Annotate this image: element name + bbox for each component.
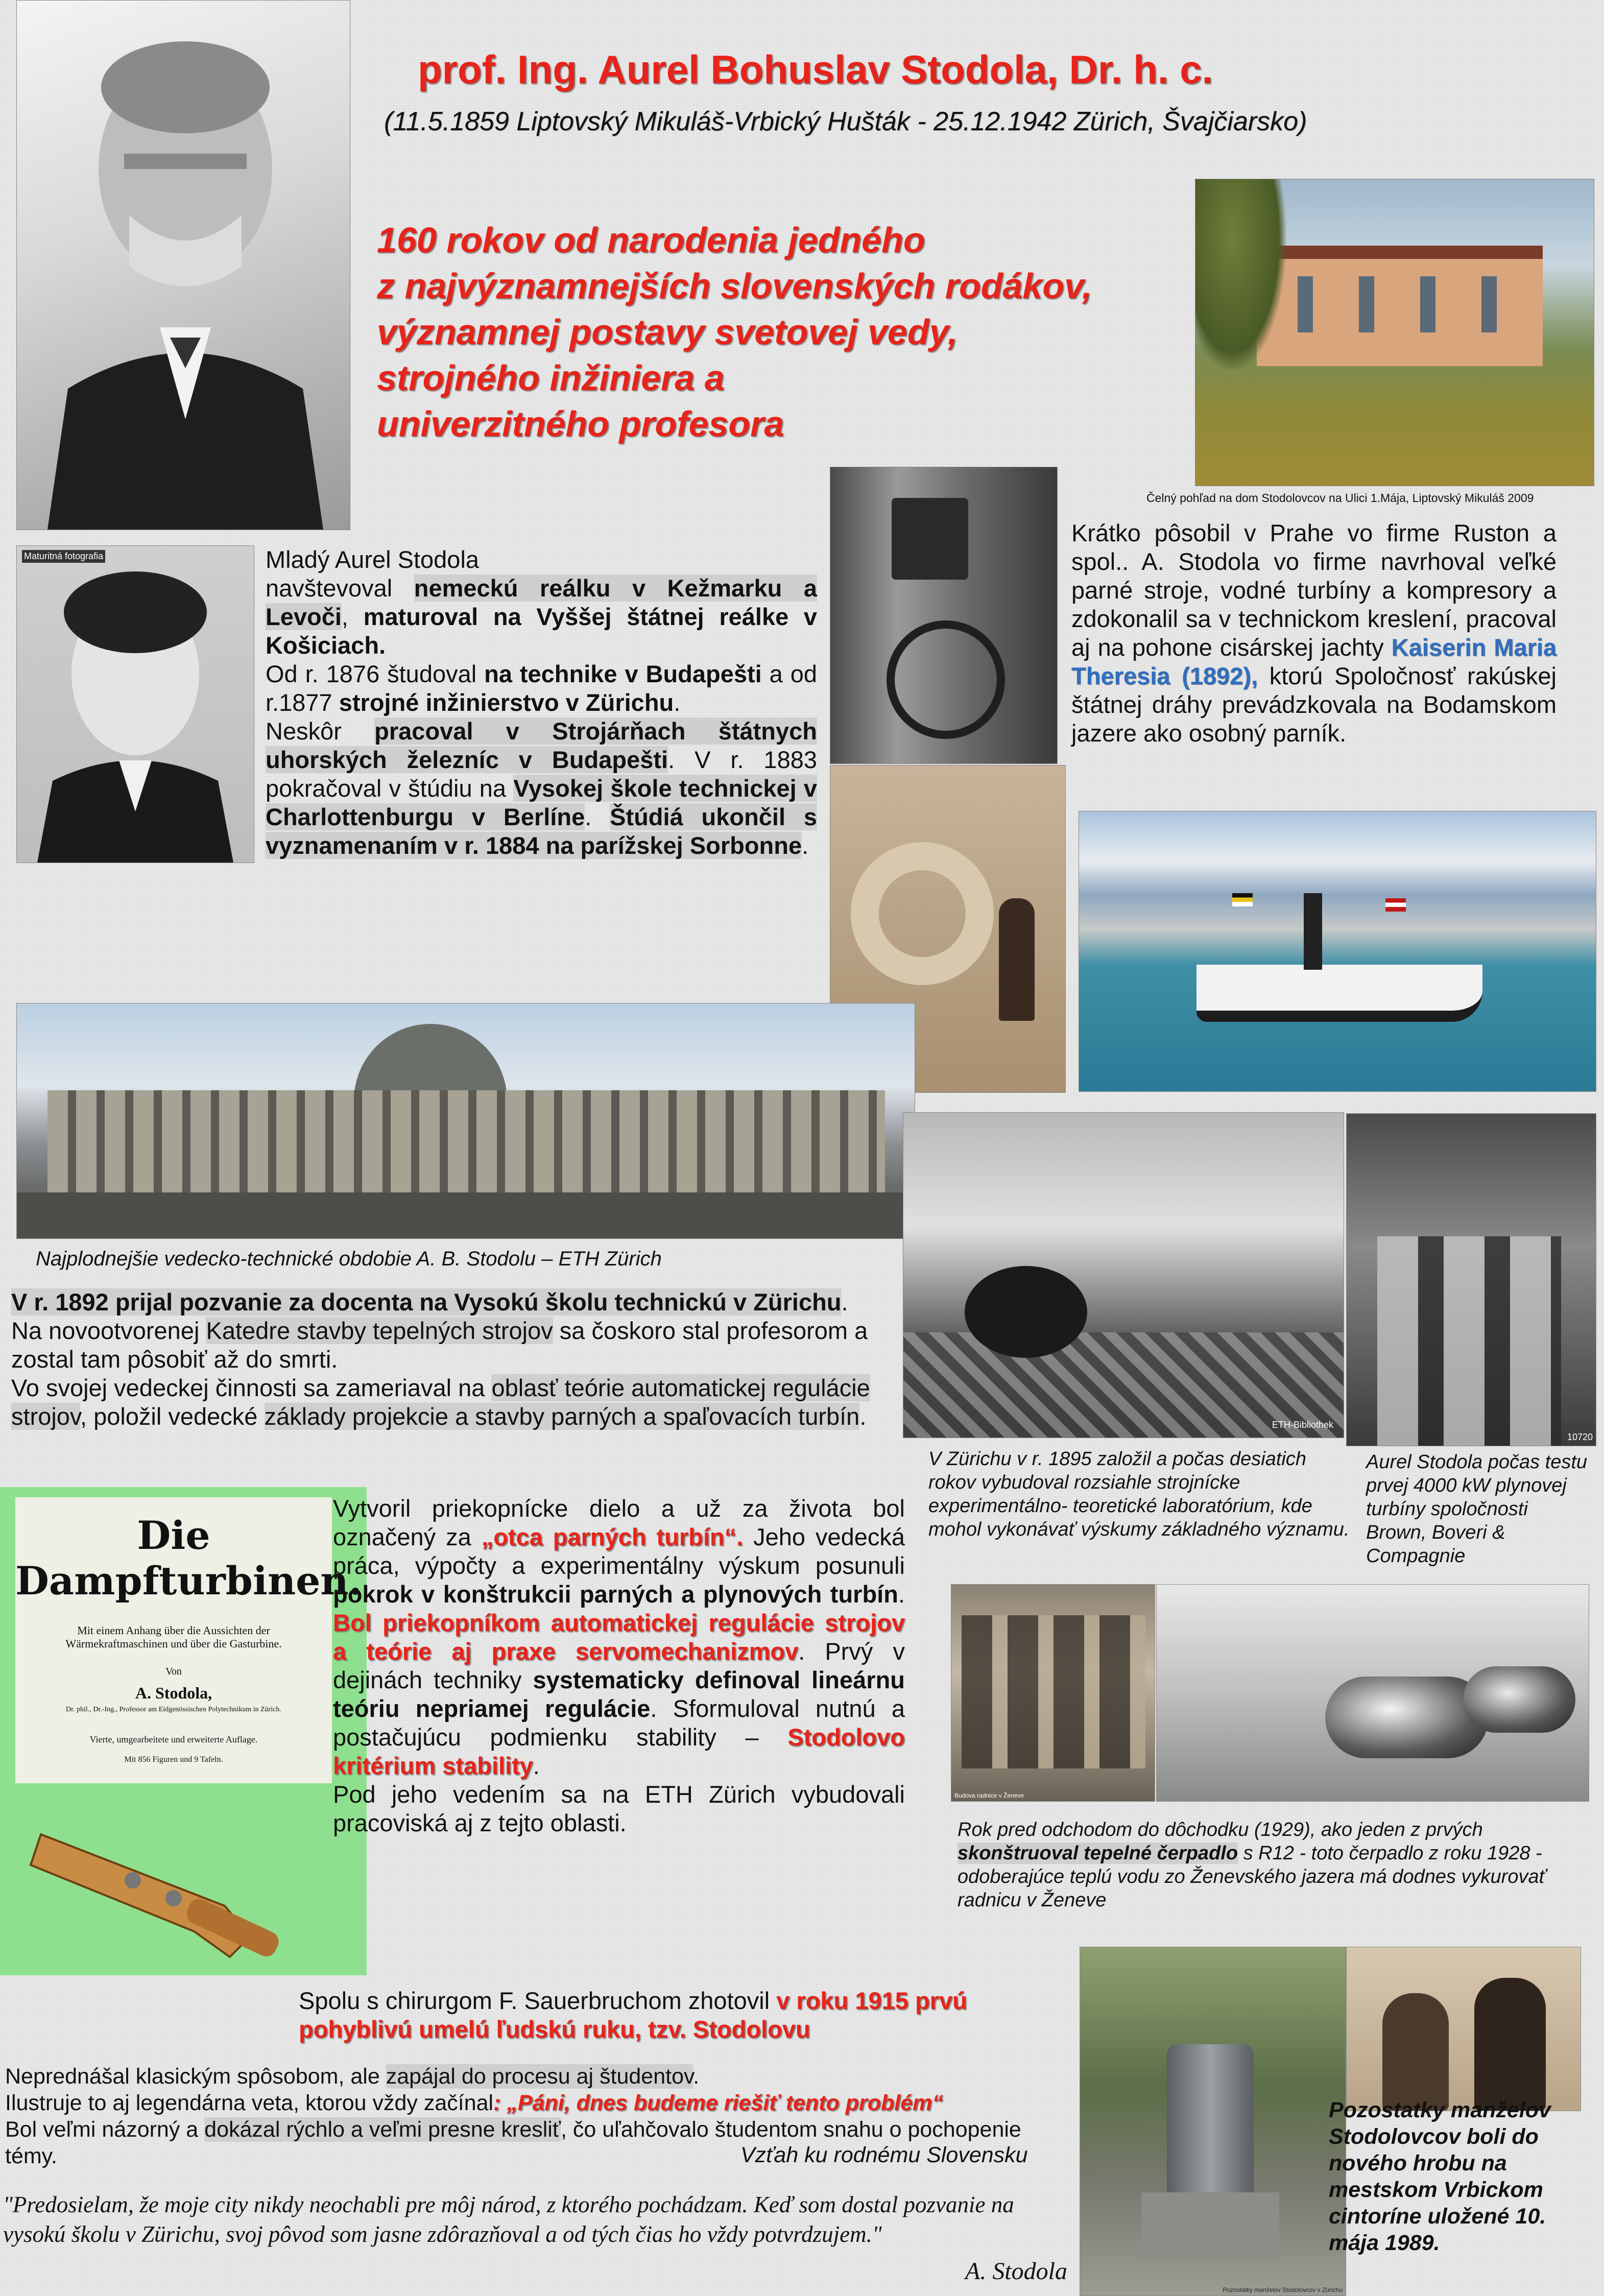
geneva-caption-part: skonštruoval tepelné čerpadlo — [957, 1843, 1238, 1864]
book-author-title: Dr. phil., Dr.-Ing., Professor am Eidgenössischen Polytechnikum in Zürich. — [66, 1706, 281, 1713]
turbine-caption: Aurel Stodola počas testu prvej 4000 kW plynovej turbíny spoločnosti Brown, Boveri & Compagnie — [1366, 1451, 1588, 1567]
grave-note: Pozostatky manželov Stodolovcov v Zürichu — [1223, 2286, 1343, 2293]
teaching-text-part: : „Páni, dnes budeme riešiť tento problém“ — [493, 2091, 943, 2115]
youth-text-part: . — [674, 689, 681, 716]
grave-photo — [1080, 1947, 1346, 2296]
school-photo-tag: Maturitná fotografia — [22, 550, 105, 563]
geneva-caption-part: s R12 - toto čerpadlo z roku 1928 - odoberajúce teplú vodu zo Ženevského jazera má dodnes vykurovať radnicu v Ženeve — [957, 1843, 1546, 1911]
teaching-text-part: Ilustruje to aj legendárna veta, ktorou vždy začínal — [5, 2091, 494, 2115]
school-photo — [16, 545, 254, 863]
youth-line: Mladý Aurel Stodola — [266, 546, 480, 573]
book-cover — [0, 1487, 367, 1975]
lab-photo-tag: ETH-Bibliothek — [1272, 1420, 1333, 1430]
prague-text-part: Krátko pôsobil v Prahe vo firme Ruston a spol.. A. Stodola vo firme navrhoval veľké parné stroje, vodné turbíny a kompresory a zdokonalil sa v technickom kreslení, pracoval aj na pohone cisárskej jachty — [1071, 519, 1557, 661]
zurich-text-part: Katedre stavby tepelných strojov — [206, 1317, 553, 1344]
book-von: Von — [165, 1666, 182, 1677]
laboratory-photo — [903, 1112, 1344, 1438]
yacht-name: Kaiserin Maria Theresia (1892), — [1071, 634, 1557, 689]
geneva-caption-part: Rok pred odchodom do dôchodku (1929), ako jeden z prvých — [957, 1819, 1483, 1840]
zurich-text-part: V r. 1892 prijal pozvanie za docenta na Vysokú školu technickú v Zürichu — [11, 1288, 842, 1316]
anniversary-line: 160 rokov od narodenia jedného — [377, 220, 925, 260]
grave-caption: Pozostatky manželov Stodolovcov boli do nového hrobu na mestskom Vrbickom cintoríne uložené 10. mája 1989. — [1329, 2098, 1551, 2255]
work-text-part: „otca parných turbín“. — [481, 1523, 744, 1550]
anniversary-line: z najvýznamnejších slovenských rodákov, — [377, 266, 1092, 306]
stodola-quote: "Predosielam, že moje city nikdy neochabli pre môj národ, z ktorého pochádzam. Keď som dostal pozvanie na vysokú školu v Zürichu, svoj pôvod som jasne zdôrazňoval a od tých čias ho vždy potvrdzujem." — [3, 2192, 1014, 2247]
quote-signature: A. Stodola — [965, 2258, 1067, 2285]
work-text-part: pokrok v konštrukcii parných a plynových turbín — [333, 1581, 898, 1608]
teaching-text-part: zapájal do procesu aj študentov — [386, 2064, 693, 2089]
engine-flywheel — [887, 620, 1005, 739]
anniversary-line: strojného inžiniera a — [377, 358, 725, 398]
couple-photo — [1346, 1947, 1581, 2111]
heat-pump-unit — [1325, 1677, 1489, 1758]
youth-text-part: a od r.1877 — [266, 660, 817, 716]
hand-text-part: v roku 1915 prvú pohyblivú umelú ľudskú ruku, tzv. Stodolovu — [299, 1987, 967, 2043]
couple-woman — [1382, 1993, 1449, 2111]
youth-text-part: , — [341, 603, 364, 630]
youth-text-part: maturoval na Vyššej štátnej reálke v Košiciach. — [266, 603, 817, 659]
yacht-flag-left — [1232, 893, 1253, 906]
work-text-part: Vytvoril priekopnícke dielo a už za života bol označený za — [333, 1495, 905, 1550]
teaching-text-part: dokázal rýchlo a veľmi presne kresliť — [204, 2117, 561, 2142]
ring-part — [851, 842, 994, 985]
youth-text-part: na technike v Budapešti — [484, 660, 762, 687]
book-title: Die Dampfturbinen. — [15, 1513, 363, 1604]
engine-cylinder — [892, 498, 968, 580]
work-text-part: systematicky definoval lineárnu teóriu nepriamej regulácie — [333, 1666, 905, 1722]
zurich-text-part: základy projekcie a stavby parných a spaľovacích turbín — [264, 1403, 860, 1430]
teaching-text-part: . — [693, 2064, 700, 2089]
zurich-text-part: , položil vedecké — [80, 1403, 265, 1430]
grave-base — [1141, 2192, 1279, 2259]
steam-engine-photo — [830, 467, 1058, 764]
book-edition: Vierte, umgearbeitete und erweiterte Auflage. — [89, 1734, 258, 1744]
youth-text-part: navštevoval — [266, 575, 414, 602]
youth-text-part: Vysokej škole technickej v Charlottenburgu v Berlíne — [266, 775, 818, 830]
work-text-part: . Prvý v dejinách techniky — [333, 1638, 905, 1693]
yacht-photo — [1079, 811, 1596, 1092]
eth-caption: Najplodnejšie vedecko-technické obdobie A. B. Stodolu – ETH Zürich — [36, 1248, 662, 1270]
teaching-text-part: , čo uľahčovalo študentom snahu o pochopenie témy. — [5, 2117, 1021, 2168]
work-text-part: Bol priekopníkom automatickej regulácie strojov a teórie aj praxe servomechanizmov — [333, 1609, 905, 1665]
heat-pump-photo — [1156, 1584, 1589, 1802]
youth-text-part: nemeckú reálku v Kežmarku a Levoči — [266, 575, 817, 630]
house-caption: Čelný pohľad na dom Stodolovcov na Ulici 1.Mája, Liptovský Mikuláš 2009 — [1146, 491, 1534, 505]
hand-text — [299, 1987, 1003, 2044]
anniversary-line: univerzitného profesora — [377, 404, 784, 444]
lab-caption: V Zürichu v r. 1895 založil a počas desiatich rokov vybudoval rozsiahle strojnícke experimentálno- teoretické laboratórium, kde mohol vykonávať výskumy základného významu. — [928, 1448, 1350, 1540]
youth-text-part: Neskôr — [266, 718, 375, 745]
zurich-text — [11, 1288, 884, 1431]
work-text-part: Stodolovo kritérium stability — [333, 1724, 905, 1779]
work-text — [333, 1494, 905, 1837]
portrait-photo — [16, 0, 350, 530]
zurich-text-part: sa čoskoro stal profesorom a zostal tam pôsobiť až do smrti. — [11, 1317, 868, 1373]
hand-text-part: Spolu s chirurgom F. Sauerbruchom zhotovil — [299, 1987, 777, 2014]
work-text-part: . — [533, 1752, 540, 1779]
eth-building-photo — [16, 1003, 915, 1239]
house-photo — [1195, 179, 1594, 486]
youth-text-part: . V r. 1883 pokračoval v štúdiu na — [266, 746, 817, 802]
lab-machine — [965, 1266, 1087, 1358]
turbine-test-photo — [1346, 1113, 1596, 1446]
life-dates: (11.5.1859 Liptovský Mikuláš-Vrbický Hušták - 25.12.1942 Zürich, Švajčiarsko) — [384, 107, 1307, 136]
book-page — [15, 1497, 363, 1783]
book-figures: Mit 856 Figuren und 9 Tafeln. — [124, 1755, 223, 1764]
geneva-caption — [957, 1818, 1586, 1912]
anniversary-line: významnej postavy svetovej vedy, — [377, 312, 958, 352]
page-title: prof. Ing. Aurel Bohuslav Stodola, Dr. h. c. — [418, 47, 1213, 92]
prague-text-part: ktorú Spoločnosť rakúskej štátnej dráhy prevádzkovala na Bodamskom jazere ako osobný parník. — [1071, 662, 1557, 747]
zurich-text-part: Vo svojej vedeckej činnosti sa zameriaval na — [11, 1374, 492, 1401]
youth-text-part: . — [802, 832, 809, 859]
work-text-part: . Sformuloval nutnú a postačujúcu podmienku stability – — [333, 1695, 905, 1751]
turbine-men — [1377, 1236, 1561, 1446]
artificial-hand-icon — [10, 1804, 317, 1967]
grave-stone — [1167, 2044, 1254, 2197]
arcade-arches — [962, 1615, 1145, 1768]
house-windows — [1277, 276, 1522, 332]
work-text-part: Jeho vedecká práca, výpočty a experimentálny výskum posunuli — [333, 1523, 905, 1579]
teaching-text-part: Neprednášal klasickým spôsobom, ale — [5, 2064, 386, 2089]
portrait-figure — [17, 1, 350, 530]
eth-facade — [47, 1090, 885, 1192]
zurich-text-part: . — [859, 1403, 867, 1430]
heat-pump-unit-2 — [1463, 1666, 1575, 1733]
zurich-text-part: . Na novootvorenej — [11, 1288, 848, 1344]
youth-text-part: Štúdiá ukončil s vyznamenaním v r. 1884 na parížskej Sorbonne — [266, 803, 817, 859]
eth-street — [17, 1192, 915, 1238]
anniversary-heading — [377, 217, 1092, 447]
photo-number: 10720 — [1567, 1432, 1593, 1442]
couple-man — [1474, 1978, 1546, 2111]
yacht-flag-right — [1385, 898, 1406, 912]
teaching-text-part: Bol veľmi názorný a — [5, 2117, 205, 2142]
youth-text-part: strojné inžinierstvo v Zürichu — [339, 689, 674, 716]
yacht-funnel — [1304, 893, 1322, 970]
youth-text-part: pracoval v Strojárňach štátnych uhorských železníc v Budapešti — [266, 718, 817, 773]
house-tree — [1195, 179, 1287, 373]
worker-figure — [999, 898, 1035, 1021]
zurich-text-part: oblasť teórie automatickej regulácie strojov — [11, 1374, 870, 1430]
work-text-part: . — [898, 1581, 905, 1608]
relation-heading: Vzťah ku rodnému Slovensku — [740, 2143, 1028, 2167]
courtyard-photo — [951, 1584, 1155, 1802]
artificial-hand-image — [10, 1804, 317, 1967]
yacht-hull — [1196, 965, 1482, 1022]
school-figure — [17, 546, 254, 863]
youth-text-part: . — [585, 803, 610, 830]
book-author: A. Stodola, — [135, 1684, 212, 1702]
prague-text — [1071, 519, 1557, 748]
work-text-part: Pod jeho vedením sa na ETH Zürich vybudovali pracoviská aj z tejto oblasti. — [333, 1781, 905, 1836]
youth-text — [266, 545, 817, 860]
youth-text-part: Od r. 1876 študoval — [266, 660, 485, 687]
courtyard-note: Budova radnice v Ženeve — [954, 1792, 1024, 1799]
book-subtitle: Mit einem Anhang über die Aussichten der Wärmekraftmaschinen und über die Gasturbine. — [65, 1624, 282, 1650]
